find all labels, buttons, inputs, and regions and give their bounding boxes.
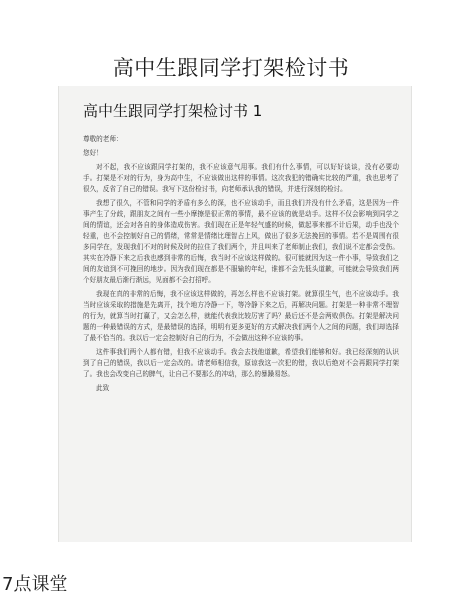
- paragraph: 我想了很久，不管和同学的矛盾有多么的深，也不应该动手，而且我们并没有什么矛盾，这是因为一件事产生了分歧，跟朋友之间有一些小摩擦是很正常的事情，最不应该的就是动手。这样不仅会影响到同学之间的情谊，还会对各自的身体造成伤害。我们现在正是年轻气盛的时候，做起事来都不计后果，动手也没个轻重，也不会控制好自己的情绪，常常是情绪比理智占上风，做出了很多无法挽回的事情。若不是周围有很多同学在，发现我们不对的时候及时的拉住了我们两个，并且叫来了老师制止我们，我们说不定都会受伤。其实在冷静下来之后我也感到非常的后悔，我当时不应该这样做的。很可能就因为这一件小事，导致我们之间的友谊到不可挽回的地步。因为我们现在都是不服输的年纪，谁都不会先低头道歉，可能就会导致我们两个好朋友最后渐行渐远，见面都不会打招呼。: [83, 199, 399, 284]
- greeting: 您好！: [83, 149, 103, 157]
- salutation: 尊敬的老师：: [83, 135, 123, 143]
- closing: 此致: [96, 384, 110, 392]
- watermark-text: 7点课堂: [2, 574, 68, 595]
- page-title: 高中生跟同学打架检讨书: [112, 56, 350, 80]
- document-image: [58, 86, 412, 542]
- paragraph: 我现在真的非常的后悔，我不应该这样做的，再怎么样也不应该打架。就算很生气，也不应该动手。我当时应该采取的措施是先离开，找个地方冷静一下，等冷静下来之后，再解决问题。打架是一种非常不理智的行为，就算当时打赢了，又会怎么样，就能代表我比较厉害了吗？最后还不是会两败俱伤。打架是解决问题的一种最错误的方式，是最错误的选择，明明有更多更好的方式解决我们两个人之间的问题，我们却选择了最不恰当的。我以后一定会控制好自己的行为，不会做出这种不应该的事。: [83, 290, 399, 342]
- paragraph: 对不起，我不应该跟同学打架的，我不应该意气用事。我们有什么事情，可以好好谈谈，没有必要动手。打架是不对的行为，身为高中生，不应该做出这样的事情。这次我犯的错确实比较的严重，我也思考了很久，反省了自己的错误。我写下这份检讨书，向老师承认我的错误，并进行深刻的检讨。: [83, 163, 399, 193]
- document-title: 高中生跟同学打架检讨书 1: [83, 102, 263, 120]
- document-body: [83, 134, 399, 397]
- paragraph: 这件事我们两个人都有错，但我不应该动手。我会去找他道歉，希望我们能够和好。我已经深刻的认识到了自己的错误，我以后一定会改的。请老师相信我，原谅我这一次犯的错，我以后绝对不会再跟同学打架了。我也会改变自己的脾气，让自己不要那么的冲动，那么的暴躁易怒。: [83, 348, 399, 378]
